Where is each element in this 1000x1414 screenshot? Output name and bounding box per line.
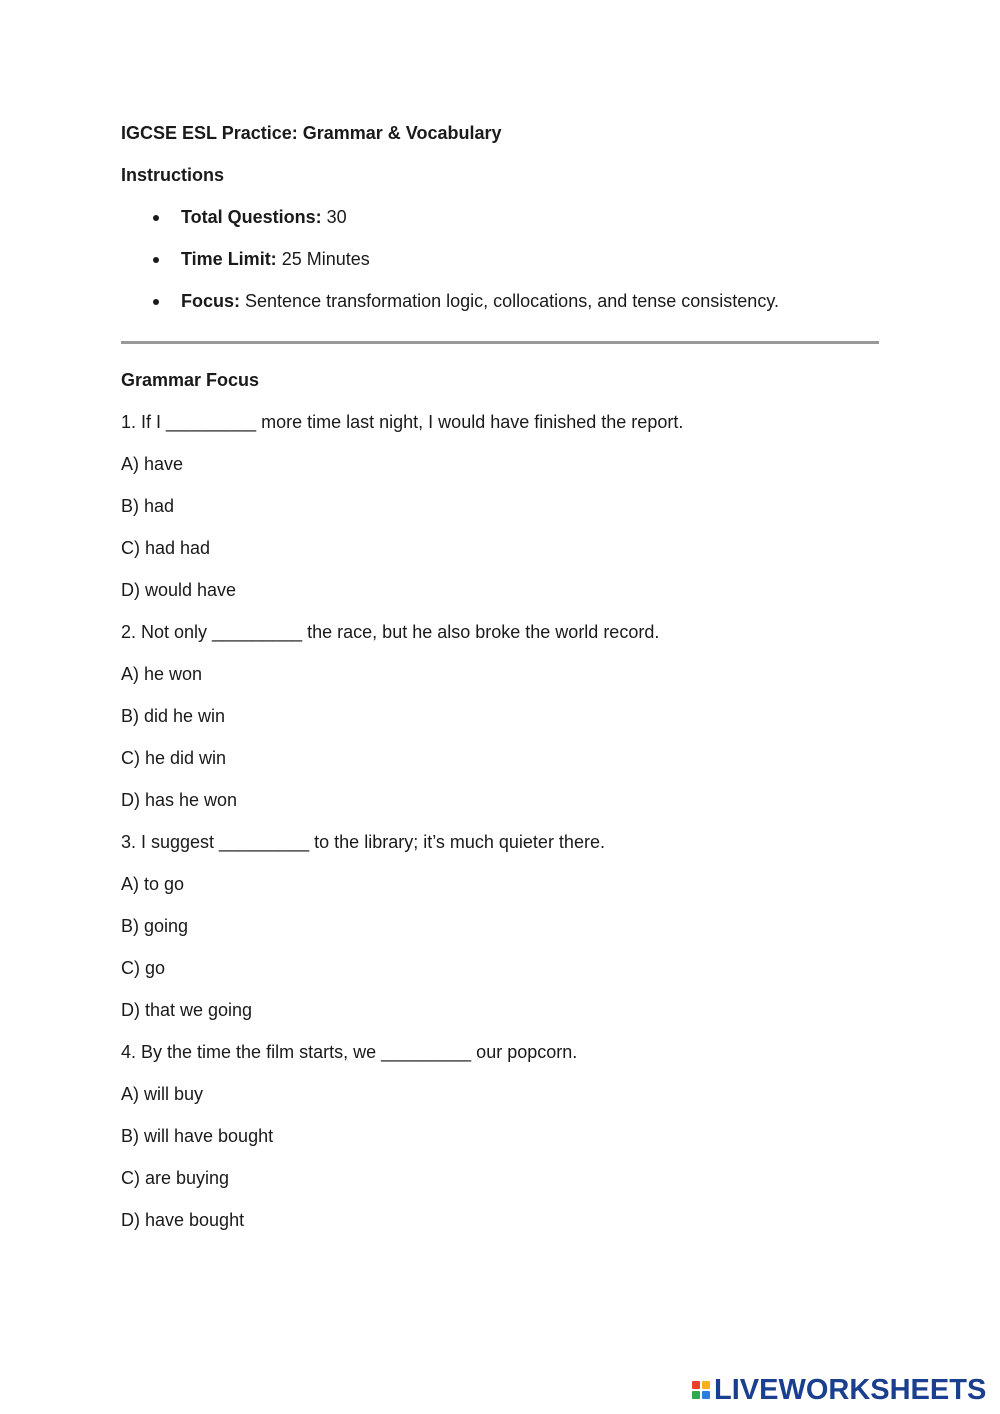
instruction-value: 25 Minutes: [276, 249, 370, 269]
logo-text: LIVEWORKSHEETS: [714, 1374, 987, 1406]
document-title: IGCSE ESL Practice: Grammar & Vocabulary: [121, 123, 502, 143]
instruction-label: Total Questions:: [181, 207, 322, 227]
section-heading: Grammar Focus: [121, 370, 260, 390]
answer-option[interactable]: C) go: [121, 958, 166, 978]
answer-option[interactable]: D) have bought: [121, 1210, 245, 1230]
question-3: [121, 830, 881, 1022]
bullet-icon: [153, 299, 159, 305]
logo-tile: [702, 1381, 710, 1389]
instructions-heading: Instructions: [121, 165, 225, 185]
question-prompt: 3. I suggest _________ to the library; it’s much quieter there.: [121, 832, 605, 852]
instruction-item: [121, 247, 881, 271]
answer-option[interactable]: C) are buying: [121, 1168, 230, 1188]
logo-tile: [692, 1391, 700, 1399]
answer-option[interactable]: A) will buy: [121, 1084, 204, 1104]
logo-tile: [692, 1381, 700, 1389]
answer-option[interactable]: B) will have bought: [121, 1126, 274, 1146]
answer-option[interactable]: D) would have: [121, 580, 237, 600]
answer-option[interactable]: D) that we going: [121, 1000, 253, 1020]
instructions-list: [121, 205, 881, 313]
question-1: [121, 410, 881, 602]
answer-option[interactable]: A) to go: [121, 874, 185, 894]
question-4: [121, 1040, 881, 1232]
logo-tile: [702, 1391, 710, 1399]
question-prompt: 2. Not only _________ the race, but he also broke the world record.: [121, 622, 660, 642]
answer-option[interactable]: B) going: [121, 916, 189, 936]
horizontal-divider: [121, 341, 879, 344]
answer-option[interactable]: B) had: [121, 496, 175, 516]
answer-option[interactable]: C) he did win: [121, 748, 227, 768]
answer-option[interactable]: A) have: [121, 454, 184, 474]
worksheet-page: [121, 121, 881, 1250]
answer-option[interactable]: A) he won: [121, 664, 203, 684]
instruction-label: Focus:: [181, 291, 241, 311]
instruction-value: Sentence transformation logic, collocations, and tense consistency.: [240, 291, 779, 311]
instruction-label: Time Limit:: [181, 249, 277, 269]
answer-option[interactable]: C) had had: [121, 538, 211, 558]
question-prompt: 1. If I _________ more time last night, I would have finished the report.: [121, 412, 684, 432]
bullet-icon: [153, 215, 159, 221]
liveworksheets-logo-icon: [692, 1381, 710, 1399]
instruction-item: [121, 289, 881, 313]
question-2: [121, 620, 881, 812]
instruction-value: 30: [321, 207, 347, 227]
liveworksheets-logo[interactable]: [692, 1376, 986, 1404]
question-prompt: 4. By the time the film starts, we _________ our popcorn.: [121, 1042, 578, 1062]
answer-option[interactable]: B) did he win: [121, 706, 226, 726]
answer-option[interactable]: D) has he won: [121, 790, 238, 810]
bullet-icon: [153, 257, 159, 263]
instruction-item: [121, 205, 881, 229]
